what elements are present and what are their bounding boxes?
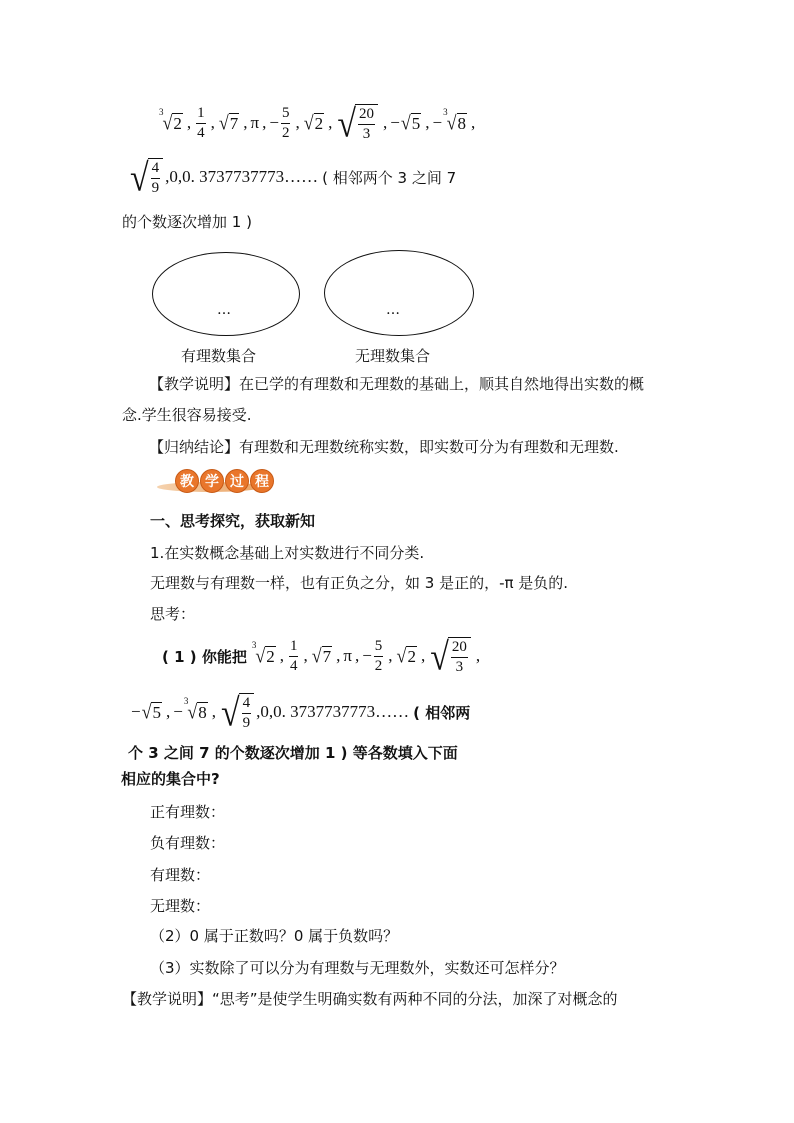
banner-char: 学 [200,469,224,493]
cbrt-8: 3 √ 8 [183,695,207,723]
expression-line-2 [128,157,457,200]
comma: , [186,113,192,132]
sqrt-4-9: √ $\frac{4}{9}$ [221,693,254,731]
question-1-line-2-tail: ,0,0. 3737737773…… [256,702,410,721]
cube-root: 3 √ 8 [443,106,466,134]
comma: , [328,113,333,132]
question-1-line-4: 相应的集合中? [121,770,220,788]
sqrt-5: √ 5 [141,700,161,723]
comma: , [425,113,430,132]
math-symbol: π [343,646,352,665]
comma: , [165,702,171,721]
comma: , [210,113,215,132]
category-positive-rational: 正有理数： [150,803,226,821]
square-root-fraction: √ $\frac{20}{3}$ [430,637,471,675]
minus-sign: − [131,702,141,721]
comma: , [354,646,360,665]
comma: , [471,113,476,132]
comma: , [211,702,216,721]
comma: , [243,113,248,132]
teaching-note-1-line1: 【教学说明】在已学的有理数和无理数的基础上，顺其自然地得出实数的概 [149,375,645,393]
teaching-note-1-line2: 念.学生很容易接受. [122,406,252,424]
question-2: （2）0 属于正数吗？0 属于负数吗？ [150,927,399,945]
expression-line-2-tail: ,0,0. 3737737773…… [165,167,319,186]
question-1-line-2-note: ( 相邻两 [413,703,471,722]
irrational-set-dots: … [386,302,400,318]
comma: , [295,113,300,132]
teaching-note-2: 【教学说明】“思考”是使学生明确实数有两种不同的分法，加深了对概念的 [122,990,618,1008]
comma: , [388,646,393,665]
math-symbol: − [269,113,279,132]
irrational-set-ellipse [324,250,474,336]
square-root: √ 7 [311,644,332,667]
question-1-line-2 [131,692,471,735]
square-root: √ 7 [218,111,239,134]
fraction: $\frac{5}{2}$ [374,637,383,674]
rational-set-label: 有理数集合 [181,347,257,365]
item-1: 1.在实数概念基础上对实数进行不同分类. [150,544,425,562]
question-1-line-3: 个 3 之间 7 的个数逐次增加 1 ) 等各数填入下面 [128,744,458,762]
cube-root: 3 √ 2 [159,106,182,134]
comma: , [475,646,481,665]
comma: , [383,113,388,132]
math-symbol: π [250,113,260,132]
sqrt-4-9: √ $\frac{4}{9}$ [130,158,163,196]
comma: , [420,646,426,665]
question-3: （3）实数除了可以分为有理数与无理数外，实数还可怎样分？ [150,959,565,977]
expression-line-2-note: ( 相邻两个 3 之间 7 [322,168,457,187]
square-root-fraction: √ $\frac{20}{3}$ [337,104,378,142]
expression-line-1 [158,103,478,146]
math-symbol: − [390,113,400,132]
square-root: √ 5 [400,111,421,134]
question-1-line-1 [162,636,483,679]
minus-sign: − [173,702,183,721]
math-symbol: − [432,113,443,132]
comma: , [336,646,341,665]
fraction: $\frac{5}{2}$ [281,104,290,141]
teaching-process-banner [157,469,267,495]
think-label: 思考： [150,605,196,623]
section-heading: 一、思考探究，获取新知 [150,512,316,530]
irrational-set-label: 无理数集合 [355,347,431,365]
banner-char: 过 [225,469,249,493]
comma: , [303,646,308,665]
banner-char: 教 [175,469,199,493]
category-irrational: 无理数： [150,897,211,915]
question-1-prefix: ( 1 ) 你能把 [162,647,247,666]
item-1-text: 无理数与有理数一样，也有正负之分，如 3 是正的，-π 是负的. [150,574,569,592]
square-root: √ 2 [303,111,324,134]
comma: , [262,113,267,132]
cube-root: 3 √ 2 [251,639,275,667]
rational-set-ellipse [152,252,300,336]
fraction: $\frac{1}{4}$ [289,637,298,674]
math-symbol: − [362,646,372,665]
square-root: √ 2 [396,644,416,667]
fraction: $\frac{1}{4}$ [197,104,205,141]
comma: , [279,646,284,665]
expression-line-3: 的个数逐次增加 1 ) [122,213,252,231]
conclusion-paragraph: 【归纳结论】有理数和无理数统称实数，即实数可分为有理数和无理数. [149,438,619,456]
category-negative-rational: 负有理数： [150,834,226,852]
rational-set-dots: … [217,302,231,318]
category-rational: 有理数： [150,866,211,884]
banner-char: 程 [250,469,274,493]
